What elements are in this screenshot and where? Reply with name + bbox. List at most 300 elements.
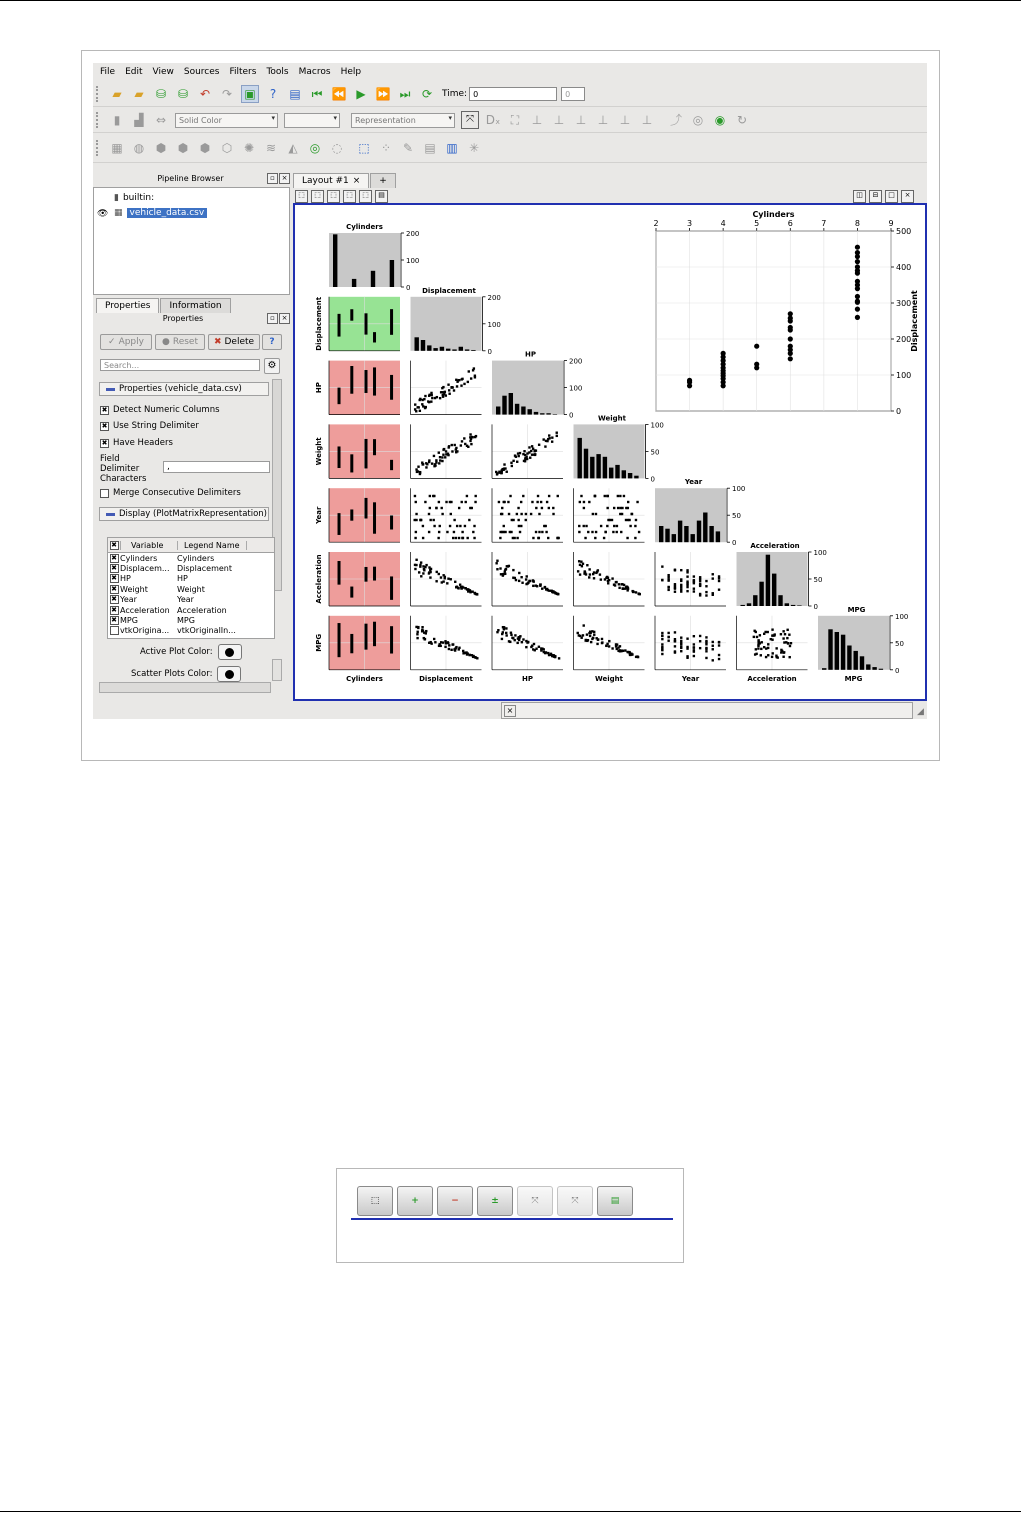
scatter-mark bbox=[759, 634, 761, 636]
properties-scroll-down[interactable] bbox=[272, 659, 282, 681]
checkbox-checked-icon[interactable]: ✖ bbox=[111, 584, 117, 593]
view-minus-z-icon[interactable]: ⊥ bbox=[641, 113, 653, 127]
play-icon[interactable]: ▶ bbox=[356, 87, 366, 101]
component-select[interactable] bbox=[284, 113, 340, 128]
scatter-mark bbox=[582, 563, 584, 565]
scatter-mark bbox=[686, 586, 688, 588]
center-icon[interactable]: ◎ bbox=[692, 113, 704, 127]
settings-icon[interactable]: ▤ bbox=[375, 190, 388, 203]
scatter-mark bbox=[350, 454, 353, 472]
scatter-mark bbox=[712, 648, 714, 650]
interactive-select-icon[interactable]: ✎ bbox=[402, 141, 414, 155]
loop-icon[interactable]: ⟳ bbox=[421, 87, 433, 101]
scatter-mark bbox=[509, 641, 511, 643]
open-file-icon[interactable]: ▰ bbox=[112, 87, 122, 101]
menu-file[interactable]: File bbox=[100, 66, 116, 77]
scalar-bar-icon[interactable]: ▟ bbox=[134, 113, 144, 127]
maximize-icon[interactable]: □ bbox=[885, 190, 898, 203]
plot-selection-icon[interactable]: ▤ bbox=[424, 141, 436, 155]
undo-icon[interactable]: ↶ bbox=[199, 87, 211, 101]
scatter-mark bbox=[434, 641, 436, 643]
scatter-mark bbox=[473, 537, 475, 539]
clip-icon[interactable]: ⬢ bbox=[155, 141, 167, 155]
scatter-mark bbox=[424, 407, 426, 409]
histogram-bar bbox=[659, 526, 663, 542]
scatter-mark bbox=[584, 570, 586, 572]
server-icon: ▮ bbox=[114, 193, 119, 203]
menu-view[interactable]: View bbox=[152, 66, 174, 77]
scatter-mark bbox=[593, 634, 595, 636]
scatter-mark bbox=[620, 531, 622, 533]
reset-icon: ● bbox=[161, 337, 170, 347]
toggle-selection-icon[interactable]: ⬚ bbox=[343, 190, 356, 203]
selection-icon[interactable]: ⬚ bbox=[295, 190, 308, 203]
scatter-mark bbox=[338, 513, 341, 535]
histogram-bar bbox=[371, 271, 375, 287]
view-plus-x-icon[interactable]: ⊥ bbox=[531, 113, 543, 127]
add-layout-tab[interactable]: + bbox=[370, 173, 396, 188]
table-row[interactable] bbox=[108, 605, 274, 615]
legend-column-header[interactable]: Legend Name bbox=[177, 541, 247, 550]
split-horizontal-icon[interactable]: ◫ bbox=[853, 190, 866, 203]
scatter-mark bbox=[516, 513, 518, 515]
axes-icon[interactable]: Dₓ bbox=[485, 113, 501, 127]
tab-layout-1[interactable] bbox=[293, 173, 369, 188]
eye-icon[interactable]: 👁 bbox=[97, 209, 109, 219]
histogram-bar bbox=[841, 635, 845, 670]
scatter-mark bbox=[592, 573, 594, 575]
scatter-mark bbox=[431, 397, 433, 399]
help-button[interactable]: ? bbox=[262, 334, 282, 350]
select-region-icon[interactable]: ⬚ bbox=[357, 1186, 393, 1216]
active-point bbox=[788, 344, 793, 349]
scatter-mark bbox=[516, 461, 518, 463]
table-row[interactable] bbox=[108, 626, 274, 636]
scatter-mark bbox=[418, 571, 420, 573]
histogram-icon[interactable]: ▥ bbox=[446, 141, 458, 155]
scatter-mark bbox=[705, 580, 707, 582]
clear-selection-icon[interactable]: ✳ bbox=[468, 141, 480, 155]
scatter-mark bbox=[591, 638, 593, 640]
table-row[interactable] bbox=[108, 553, 274, 563]
subtract-selection-icon[interactable]: ⬚ bbox=[327, 190, 340, 203]
connect-icon[interactable]: ⛁ bbox=[155, 87, 167, 101]
variable-column-header[interactable]: Variable bbox=[120, 541, 177, 550]
scatter-mark bbox=[782, 637, 784, 639]
checkbox-unchecked-icon[interactable] bbox=[100, 489, 109, 498]
redo-icon[interactable]: ↷ bbox=[221, 87, 233, 101]
scatter-mark bbox=[661, 579, 663, 581]
use-string-delim-row[interactable] bbox=[100, 421, 199, 431]
float-panel-icon[interactable]: ▫ bbox=[267, 313, 278, 324]
scatter-mark bbox=[680, 640, 682, 642]
scatter-mark bbox=[424, 395, 426, 397]
add-selection-icon[interactable]: + bbox=[397, 1186, 433, 1216]
histogram-bar bbox=[709, 526, 713, 542]
menu-tools[interactable]: Tools bbox=[266, 66, 289, 77]
active-point bbox=[721, 351, 726, 356]
scatter-mark bbox=[551, 591, 553, 593]
scatter-mark bbox=[600, 578, 602, 580]
reset-camera-icon[interactable]: ⤧ bbox=[461, 111, 479, 129]
column-label: Year bbox=[681, 674, 700, 683]
find-data-icon[interactable]: ▤ bbox=[289, 87, 301, 101]
toolbar-grip[interactable] bbox=[96, 112, 102, 128]
table-row[interactable] bbox=[108, 584, 274, 594]
table-row[interactable] bbox=[108, 595, 274, 605]
active-y-tick-label: 0 bbox=[896, 407, 902, 416]
scatter-mark bbox=[428, 461, 430, 463]
scatter-mark bbox=[604, 531, 606, 533]
view-plus-y-icon[interactable]: ⊥ bbox=[575, 113, 587, 127]
delete-button[interactable] bbox=[208, 334, 260, 350]
menu-sources[interactable]: Sources bbox=[183, 66, 220, 77]
pipeline-browser bbox=[93, 187, 290, 295]
scatter-mark bbox=[588, 568, 590, 570]
scatter-mark bbox=[424, 501, 426, 503]
resize-grip-icon[interactable]: ◢ bbox=[917, 707, 924, 717]
checkbox-checked-icon[interactable]: ✖ bbox=[101, 421, 108, 430]
scatter-mark bbox=[608, 645, 610, 647]
scatter-mark bbox=[577, 632, 579, 634]
scatter-mark bbox=[705, 594, 707, 596]
zoom-icon[interactable]: ⤧ bbox=[557, 1186, 593, 1216]
close-panel-icon[interactable]: × bbox=[279, 313, 290, 324]
color-dot-icon bbox=[225, 670, 234, 679]
scatter-mark bbox=[586, 564, 588, 566]
merge-delims-row[interactable] bbox=[100, 488, 241, 498]
close-panel-icon[interactable]: × bbox=[279, 173, 290, 184]
scatter-mark bbox=[538, 513, 540, 515]
slice-icon[interactable]: ⬢ bbox=[177, 141, 189, 155]
histogram-bar bbox=[772, 574, 776, 606]
scatter-mark bbox=[667, 586, 669, 588]
table-row[interactable] bbox=[108, 574, 274, 584]
pick-center-icon[interactable]: ◉ bbox=[714, 113, 726, 127]
scatter-mark bbox=[588, 576, 590, 578]
rotate-icon[interactable]: ↻ bbox=[736, 113, 748, 127]
help-icon[interactable]: ? bbox=[269, 87, 277, 101]
scatter-mark bbox=[441, 456, 443, 458]
next-frame-icon[interactable]: ⏩ bbox=[375, 87, 391, 101]
histogram-tick-label: 0 bbox=[650, 475, 655, 484]
view-minus-x-icon[interactable]: ⊥ bbox=[553, 113, 565, 127]
variable-cell: HP bbox=[120, 574, 131, 584]
toggle-selection-icon[interactable]: ± bbox=[477, 1186, 513, 1216]
scatter-mark bbox=[787, 642, 789, 644]
scatter-mark bbox=[615, 645, 617, 647]
scatter-mark bbox=[693, 582, 695, 584]
checkbox-checked-icon[interactable]: ✖ bbox=[101, 438, 108, 447]
scatter-mark bbox=[434, 397, 436, 399]
properties-section-header[interactable] bbox=[99, 382, 269, 396]
scatter-mark bbox=[532, 580, 534, 582]
active-y-tick-label: 500 bbox=[896, 227, 912, 236]
warp-icon[interactable]: ◭ bbox=[288, 141, 298, 155]
extract-subset-icon[interactable]: ⬡ bbox=[221, 141, 233, 155]
legend-cell: Year bbox=[177, 595, 194, 605]
scatter-mark bbox=[578, 560, 580, 562]
histogram-tick-label: 100 bbox=[569, 384, 583, 393]
view-toolbar bbox=[295, 190, 388, 203]
menu-edit[interactable]: Edit bbox=[125, 66, 143, 77]
split-vertical-icon[interactable]: ⊟ bbox=[869, 190, 882, 203]
contour-icon[interactable]: ◍ bbox=[133, 141, 145, 155]
histogram-bar bbox=[465, 349, 469, 350]
scatter-mark bbox=[674, 591, 676, 593]
search-input[interactable]: Search... bbox=[100, 359, 260, 371]
scatter-mark bbox=[771, 656, 773, 658]
glyph-icon[interactable]: ✺ bbox=[243, 141, 255, 155]
scatter-mark bbox=[415, 410, 417, 412]
scatter-mark bbox=[526, 452, 528, 454]
reset-camera-icon[interactable]: ▣ bbox=[241, 85, 259, 103]
active-y-tick-label: 200 bbox=[896, 335, 912, 344]
have-headers-row[interactable] bbox=[100, 438, 173, 448]
last-frame-icon[interactable]: ⏭ bbox=[399, 87, 411, 101]
scatter-mark bbox=[583, 501, 585, 503]
scatter-mark bbox=[718, 575, 720, 577]
checkbox-checked-icon[interactable]: ✖ bbox=[111, 595, 117, 604]
histogram-tick-label: 0 bbox=[732, 539, 737, 548]
time-input[interactable]: 0 bbox=[469, 87, 557, 101]
display-section-header[interactable] bbox=[99, 507, 269, 521]
scatter-mark bbox=[447, 383, 449, 385]
scatter-mark bbox=[543, 648, 545, 650]
scatter-mark bbox=[601, 642, 603, 644]
active-plot-color-button[interactable] bbox=[218, 644, 242, 660]
scatter-mark bbox=[508, 513, 510, 515]
scatter-mark bbox=[712, 641, 714, 643]
scatter-mark bbox=[425, 630, 427, 632]
column-label: Displacement bbox=[419, 674, 473, 683]
menu-help[interactable]: Help bbox=[340, 66, 362, 77]
scatter-mark bbox=[338, 314, 341, 337]
histogram-bar bbox=[528, 409, 532, 414]
close-icon[interactable]: × bbox=[352, 176, 361, 186]
scatter-mark bbox=[429, 519, 431, 521]
scatter-mark bbox=[365, 498, 368, 519]
scatter-mark bbox=[516, 537, 518, 539]
scatter-mark bbox=[510, 462, 512, 464]
scatter-mark bbox=[619, 650, 621, 652]
view-minus-y-icon[interactable]: ⊥ bbox=[597, 113, 609, 127]
scatter-mark bbox=[613, 507, 615, 509]
close-icon[interactable]: × bbox=[504, 705, 516, 717]
scatter-mark bbox=[674, 583, 676, 585]
first-frame-icon[interactable]: ⏮ bbox=[311, 87, 323, 101]
layout-tabs bbox=[293, 173, 397, 188]
scatter-mark bbox=[436, 571, 438, 573]
view-border-line bbox=[351, 1218, 673, 1220]
scatter-mark bbox=[763, 646, 765, 648]
scatter-mark bbox=[579, 501, 581, 503]
settings-icon[interactable]: ▤ bbox=[597, 1186, 633, 1216]
variable-cell: Cylinders bbox=[120, 553, 158, 563]
scatter-mark bbox=[680, 578, 682, 580]
data-file-icon: ▦ bbox=[114, 208, 123, 218]
color-by-select[interactable] bbox=[175, 113, 278, 128]
legend-cell: Cylinders bbox=[177, 553, 215, 563]
scatter-mark bbox=[521, 582, 523, 584]
toolbar-grip[interactable] bbox=[96, 86, 102, 102]
histogram-bar bbox=[691, 534, 695, 542]
scatter-mark bbox=[470, 377, 472, 379]
representation-select[interactable] bbox=[351, 113, 455, 128]
horizontal-scrollbar[interactable] bbox=[99, 682, 271, 693]
menu-macros[interactable]: Macros bbox=[298, 66, 331, 77]
checkbox-checked-icon[interactable]: ✖ bbox=[111, 574, 117, 583]
stream-tracer-icon[interactable]: ≋ bbox=[265, 141, 277, 155]
histogram-bar bbox=[797, 605, 801, 606]
detect-numeric-row[interactable] bbox=[100, 405, 220, 415]
float-panel-icon[interactable]: ▫ bbox=[267, 173, 278, 184]
scatter-mark bbox=[525, 583, 527, 585]
scatter-mark bbox=[425, 466, 427, 468]
scatter-mark bbox=[699, 580, 701, 582]
view-plus-z-icon[interactable]: ⊥ bbox=[619, 113, 631, 127]
histogram-cell bbox=[329, 233, 400, 287]
rescale-icon[interactable]: ⇔ bbox=[155, 113, 167, 127]
tab-information[interactable]: Information bbox=[160, 298, 230, 313]
chevron-down-icon: ▾ bbox=[448, 113, 452, 122]
select-all-checkbox[interactable]: ✖ bbox=[111, 540, 117, 549]
scatter-mark bbox=[712, 577, 714, 579]
scatter-mark bbox=[699, 593, 701, 595]
scatter-mark bbox=[767, 643, 769, 645]
scatter-mark bbox=[540, 649, 542, 651]
scatter-mark bbox=[583, 624, 585, 626]
scatter-mark bbox=[422, 572, 424, 574]
histogram-title: Year bbox=[684, 478, 703, 487]
scatter-mark bbox=[473, 525, 475, 527]
scatter-mark bbox=[390, 515, 393, 529]
scatter-mark bbox=[686, 655, 688, 657]
scatter-mark bbox=[638, 593, 640, 595]
scatter-mark bbox=[438, 501, 440, 503]
calculator-icon[interactable]: ▦ bbox=[111, 141, 123, 155]
open-recent-icon[interactable]: ▰ bbox=[134, 87, 144, 101]
scatter-mark bbox=[544, 586, 546, 588]
pipeline-item-vehicle-data[interactable] bbox=[114, 208, 207, 218]
scatter-mark bbox=[705, 640, 707, 642]
color-map-icon[interactable]: ▮ bbox=[113, 113, 121, 127]
select-points-icon[interactable]: ⁘ bbox=[380, 141, 392, 155]
scatter-mark bbox=[512, 460, 514, 462]
histogram-bar bbox=[433, 348, 437, 351]
threshold-icon[interactable]: ⬢ bbox=[199, 141, 211, 155]
scatter-mark bbox=[451, 450, 453, 452]
checkbox-checked-icon[interactable]: ✖ bbox=[111, 605, 117, 614]
scatter-mark bbox=[430, 392, 432, 394]
plot-matrix-view[interactable] bbox=[293, 203, 927, 701]
scatter-mark bbox=[693, 649, 695, 651]
detect-numeric-label: Detect Numeric Columns bbox=[113, 405, 220, 415]
gear-icon[interactable]: ⚙ bbox=[264, 358, 280, 374]
scatter-mark bbox=[532, 537, 534, 539]
pipeline-item-builtin[interactable] bbox=[114, 193, 154, 203]
tab-properties[interactable]: Properties bbox=[96, 298, 159, 313]
status-bar bbox=[501, 702, 913, 719]
zoom-icon[interactable]: ⛶ bbox=[510, 113, 520, 127]
scatter-mark bbox=[718, 658, 720, 660]
scatter-mark bbox=[631, 590, 633, 592]
scatter-mark bbox=[545, 531, 547, 533]
subtract-selection-icon[interactable]: − bbox=[437, 1186, 473, 1216]
table-row[interactable] bbox=[108, 615, 274, 625]
scatter-mark bbox=[537, 495, 539, 497]
field-delimiter-input[interactable]: , bbox=[163, 461, 270, 473]
close-view-icon[interactable]: × bbox=[901, 190, 914, 203]
scatter-mark bbox=[502, 531, 504, 533]
scatter-mark bbox=[705, 643, 707, 645]
scatter-mark bbox=[520, 525, 522, 527]
scatter-plots-color-button[interactable] bbox=[217, 666, 241, 682]
pan-icon[interactable]: ⤧ bbox=[517, 1186, 553, 1216]
select-icon[interactable]: ⬚ bbox=[359, 190, 372, 203]
scatter-mark bbox=[686, 569, 688, 571]
checkbox-checked-icon[interactable]: ✖ bbox=[111, 553, 117, 562]
histogram-bar bbox=[866, 664, 870, 669]
reset-button[interactable] bbox=[155, 334, 205, 350]
histogram-bar bbox=[546, 413, 550, 414]
active-y-tick-label: 300 bbox=[896, 299, 912, 308]
histogram-tick-label: 50 bbox=[895, 639, 904, 648]
histogram-tick-label: 100 bbox=[406, 257, 420, 265]
scatter-mark bbox=[613, 525, 615, 527]
toolbar-grip[interactable] bbox=[96, 140, 102, 156]
group-icon[interactable]: ◎ bbox=[309, 141, 321, 155]
menu-filters[interactable]: Filters bbox=[229, 66, 257, 77]
checkbox-unchecked-icon[interactable] bbox=[110, 626, 119, 635]
scatter-mark bbox=[525, 519, 527, 521]
previous-frame-icon[interactable]: ⏪ bbox=[331, 87, 347, 101]
add-selection-icon[interactable]: ⬚ bbox=[311, 190, 324, 203]
time-index-spinbox[interactable]: 0 bbox=[561, 87, 585, 101]
merge-delims-label: Merge Consecutive Delimiters bbox=[113, 488, 241, 498]
checkbox-checked-icon[interactable]: ✖ bbox=[111, 616, 117, 625]
scatter-mark bbox=[453, 531, 455, 533]
scatter-mark bbox=[705, 657, 707, 659]
legend-cell: vtkOriginalIn... bbox=[177, 626, 236, 636]
active-point bbox=[855, 245, 860, 250]
extract-level-icon[interactable]: ◌ bbox=[331, 141, 343, 155]
scatter-mark bbox=[699, 584, 701, 586]
scatter-mark bbox=[474, 501, 476, 503]
disconnect-icon[interactable]: ⛁ bbox=[177, 87, 189, 101]
select-cells-icon[interactable]: ⬚ bbox=[358, 141, 370, 155]
checkbox-checked-icon[interactable]: ✖ bbox=[111, 564, 117, 573]
time-label: Time: bbox=[442, 89, 468, 99]
scatter-mark bbox=[533, 643, 535, 645]
scatter-mark bbox=[425, 462, 427, 464]
scatter-mark bbox=[770, 638, 772, 640]
scatter-mark bbox=[470, 443, 472, 445]
apply-button[interactable] bbox=[100, 334, 152, 350]
checkbox-checked-icon[interactable]: ✖ bbox=[101, 405, 108, 414]
table-row[interactable] bbox=[108, 563, 274, 573]
variable-cell: MPG bbox=[120, 616, 138, 626]
scatter-mark bbox=[428, 531, 430, 533]
scatter-mark bbox=[693, 643, 695, 645]
scatter-mark bbox=[558, 657, 560, 659]
scatter-mark bbox=[512, 569, 514, 571]
scatter-mark bbox=[471, 654, 473, 656]
orientation-axes-icon[interactable]: ⤴ bbox=[669, 113, 682, 127]
scatter-mark bbox=[557, 495, 559, 497]
scatter-mark bbox=[680, 636, 682, 638]
scatter-mark bbox=[462, 537, 464, 539]
